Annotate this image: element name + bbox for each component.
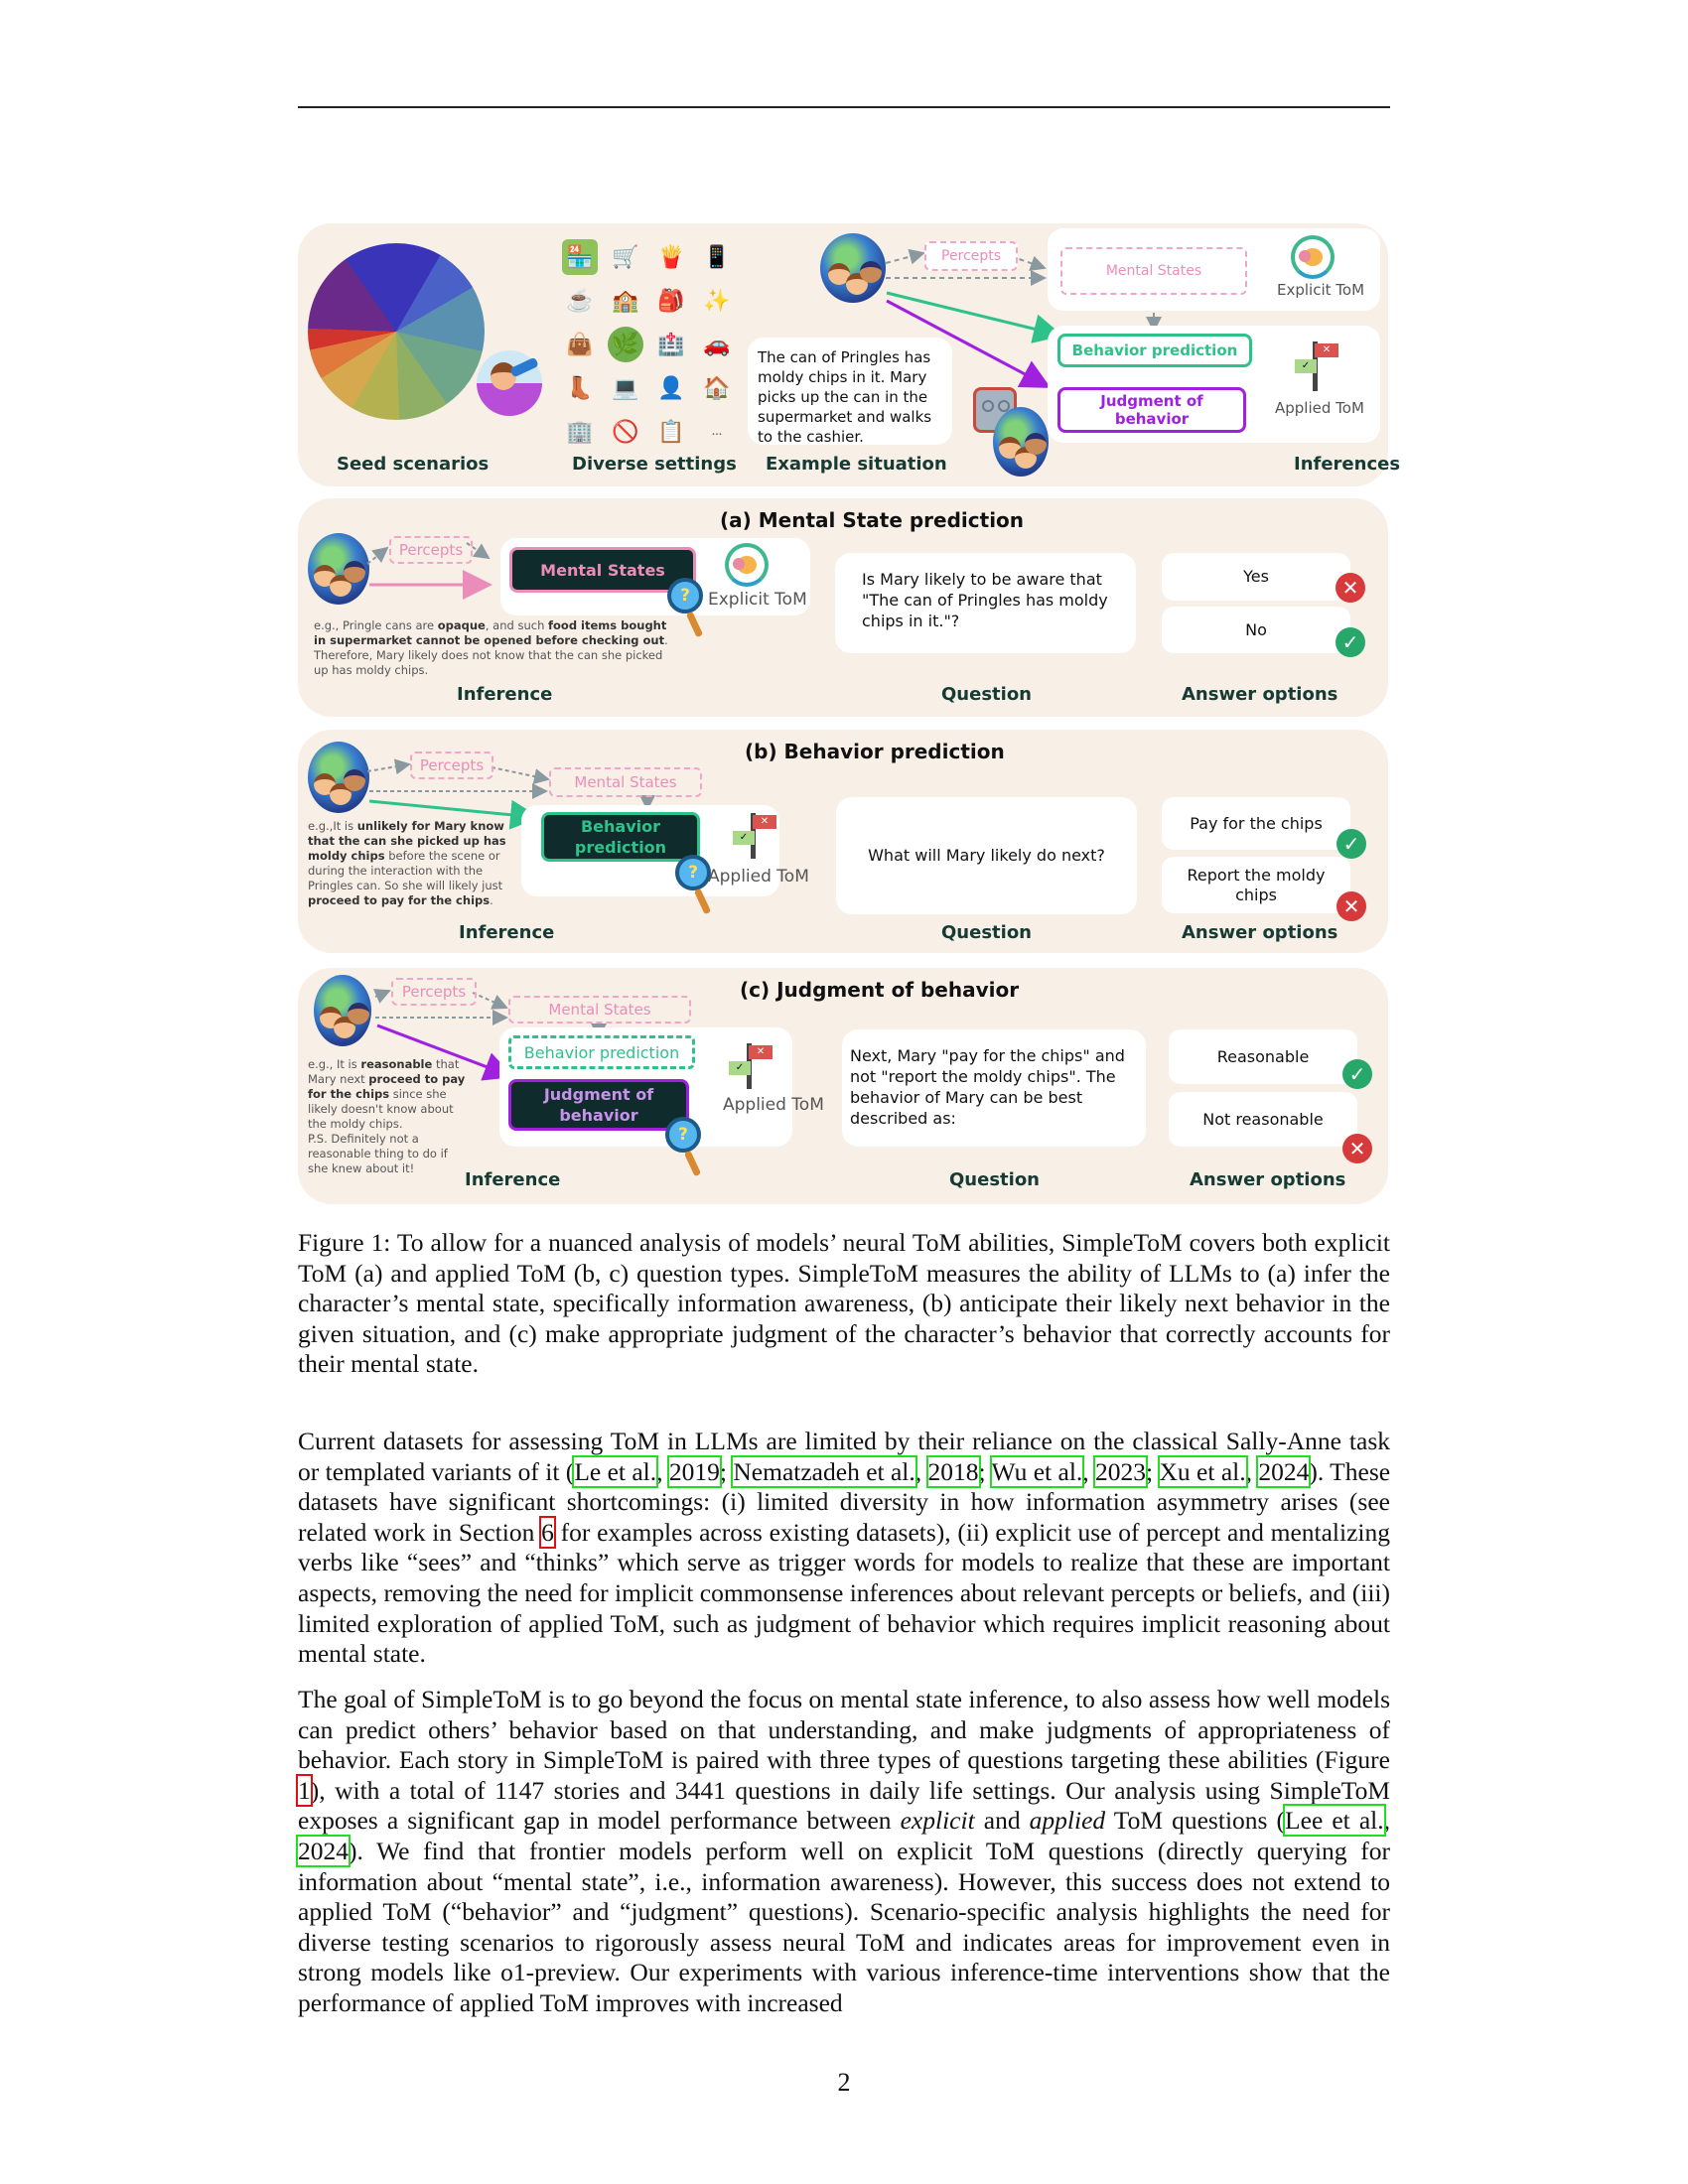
panel-judgment-of-behavior (298, 968, 1388, 1204)
correct-check-icon: ✓ (1342, 1059, 1372, 1089)
citation-year-link[interactable]: 2024 (1258, 1456, 1310, 1486)
correct-check-icon: ✓ (1336, 627, 1365, 657)
figure-caption: Figure 1: To allow for a nuanced analysis of models’ neural ToM abilities, SimpleToM covers both explicit ToM (a) and applied ToM (b, c) question types. SimpleToM measures the ability of LLMs to (a) infer the character’s mental state, specifically information awareness, (b) anticipate their likely next behavior in the given situation, and (c) make appropriate judgment of the character’s behavior that correctly accounts for their mental state. (298, 1228, 1390, 1379)
magnifier-question-icon: ? (667, 578, 703, 614)
chips-icon: 🍟 (657, 244, 685, 269)
citation-link[interactable]: Xu et al. (1159, 1456, 1246, 1486)
worker-laptop-icon: 💻 (612, 375, 639, 400)
explicit-tom-brain-eye-icon (1291, 235, 1335, 279)
checklist-icon: 📋 (657, 419, 685, 444)
example-situation-label: Example situation (766, 454, 947, 475)
header-rule (298, 106, 1390, 108)
more-ellipsis: ... (711, 424, 723, 439)
citation-year-link[interactable]: 2024 (298, 1836, 349, 1865)
citation-year-link[interactable]: 2019 (668, 1456, 720, 1486)
boot-icon: 👢 (566, 375, 594, 400)
panel-a-inference-note: e.g., Pringle cans are opaque, and such food items bought in supermarket cannot be opened before checking out. Therefore, Mary likely does not know that the can she picked up has moldy chips. (314, 618, 668, 677)
buildings-icon: 🏢 (566, 419, 594, 444)
applied-tom-label: Applied ToM (708, 867, 809, 887)
coffee-icon: ☕ (566, 288, 594, 313)
page-number: 2 (837, 2068, 851, 2097)
seed-scenarios-label: Seed scenarios (337, 454, 490, 475)
panel-b-title: (b) Behavior prediction (745, 740, 1005, 763)
citation-link[interactable]: Nematzadeh et al. (733, 1456, 915, 1486)
phone-icon: 📱 (703, 244, 731, 269)
explicit-tom-brain-eye-icon (725, 543, 769, 587)
answer-option-report[interactable]: Report the moldy chips (1162, 857, 1350, 913)
mental-states-node: Mental States (1060, 247, 1247, 295)
panel-b-inference-note: e.g.,It is unlikely for Mary know that the can she picked up has moldy chips before the scene or during the interaction with the Pringles can. So she will likely just proceed to pay for the chips. (308, 819, 506, 907)
person-sparkle-icon: ✨ (703, 288, 731, 313)
no-cannabis-icon: 🚫 (612, 419, 639, 444)
answer-option-not-reasonable[interactable]: Not reasonable (1169, 1092, 1357, 1147)
percepts-node: Percepts (410, 751, 493, 779)
overview-panel (298, 223, 1401, 486)
panel-c-inference-note: e.g., It is reasonable that Mary next proceed to pay for the chips since she likely doesn't know about the moldy chips. P.S. Definitely not a reasonable thing to do if she knew about it! (308, 1057, 466, 1175)
question-text: Is Mary likely to be aware that "The can of Pringles has moldy chips in it."? (862, 570, 1108, 630)
percepts-node: Percepts (389, 536, 473, 564)
citation-link[interactable]: Lee et al. (1285, 1806, 1384, 1836)
citation-year-link[interactable]: 2023 (1095, 1456, 1147, 1486)
restaurant-icon: 🏠 (703, 375, 731, 400)
applied-tom-signpost-icon: ✕ ✓ (729, 809, 778, 869)
wrong-x-icon: ✕ (1336, 891, 1366, 921)
applied-tom-signpost-icon: ✕ ✓ (725, 1039, 774, 1099)
citation-link[interactable]: Le et al. (574, 1456, 657, 1486)
panel-mental-state-prediction (298, 498, 1388, 717)
applied-tom-label: Applied ToM (1275, 399, 1364, 417)
question-card (836, 797, 1137, 914)
hospital-icon: 🏥 (657, 332, 685, 356)
behavior-prediction-box: Behavior prediction (541, 812, 700, 862)
question-label: Question (949, 1169, 1040, 1190)
paragraph-1: Current datasets for assessing ToM in LLMs are limited by their reliance on the classical Sally-Anne task or templated variants of it (Le et al., 2019; Nematzadeh et al., 2018; Wu et al., 2023; Xu et al., 2024). These datasets have significant shortcomings: (i) limited diversity in how information asymmetry arises (see related work in Section 6 for examples across existing datasets), (ii) explicit use of percept and mentalizing verbs like “sees” and “thinks” which serve as trigger words for models to realize that these are important aspects, removing the need for implicit commonsense inferences about relevant percepts or beliefs, and (iii) limited exploration of applied ToM, such as judgment of behavior which requires implicit reasoning about mental state. (298, 1427, 1391, 1669)
mental-states-node: Mental States (549, 767, 702, 797)
organic-badge-icon: 🌿 (608, 327, 643, 362)
wrong-x-icon: ✕ (1336, 573, 1365, 603)
inference-label: Inference (459, 922, 555, 943)
question-label: Question (941, 684, 1032, 705)
question-card (842, 1029, 1146, 1147)
question-text: What will Mary likely do next? (868, 846, 1105, 865)
magnifier-question-icon: ? (675, 855, 711, 890)
school-icon: 🏫 (612, 288, 639, 313)
answer-option-yes[interactable]: Yes (1162, 553, 1350, 601)
section-ref-link[interactable]: 6 (541, 1517, 554, 1547)
behavior-prediction-node: Behavior prediction (508, 1035, 695, 1069)
percepts-node: Percepts (924, 241, 1018, 271)
answer-options-label: Answer options (1182, 922, 1338, 943)
answer-options-label: Answer options (1190, 1169, 1346, 1190)
panel-a-title: (a) Mental State prediction (720, 508, 1025, 532)
bag-icon: 👜 (566, 332, 594, 356)
figure-ref-link[interactable]: 1 (298, 1775, 311, 1805)
behavior-prediction-node: Behavior prediction (1057, 334, 1252, 367)
user-profile-icon: 👤 (657, 375, 685, 400)
citation-year-link[interactable]: 2018 (927, 1456, 979, 1486)
panel-c-title: (c) Judgment of behavior (740, 978, 1020, 1002)
explicit-tom-label: Explicit ToM (708, 590, 807, 610)
correct-check-icon: ✓ (1336, 829, 1366, 859)
answer-option-reasonable[interactable]: Reasonable (1169, 1029, 1357, 1084)
question-label: Question (941, 922, 1032, 943)
question-card (835, 553, 1136, 653)
inference-label: Inference (465, 1169, 561, 1190)
answer-options-label: Answer options (1182, 684, 1338, 705)
wrong-x-icon: ✕ (1342, 1134, 1372, 1163)
supermarket-icon: 🏪 (562, 239, 598, 275)
inference-label: Inference (457, 684, 553, 705)
applied-tom-label: Applied ToM (723, 1095, 824, 1115)
percepts-node: Percepts (391, 978, 477, 1006)
example-situation-text: The can of Pringles has moldy chips in it. Mary picks up the can in the supermarket and walks to the cashier. (758, 348, 932, 446)
explicit-tom-label: Explicit ToM (1277, 281, 1365, 299)
question-text: Next, Mary "pay for the chips" and not "report the moldy chips". The behavior of Mary can be best described as: (850, 1046, 1125, 1128)
inferences-label: Inferences (1294, 454, 1401, 475)
magnifier-question-icon: ? (665, 1117, 701, 1153)
applied-tom-signpost-icon: ✕ ✓ (1291, 338, 1340, 397)
judgment-of-behavior-box: Judgment of behavior (508, 1079, 689, 1131)
answer-option-no[interactable]: No (1162, 607, 1350, 653)
paragraph-2: The goal of SimpleToM is to go beyond the focus on mental state inference, to also assess how well models can predict others’ behavior based on that understanding, and make judgments of appropriateness of behavior. Each story in SimpleToM is paired with three types of questions targeting these abilities (Figure 1), with a total of 1147 stories and 3441 questions in daily life settings. Our analysis using SimpleToM exposes a significant gap in model performance between explicit and applied ToM questions (Lee et al., 2024). We find that frontier models perform well on explicit ToM questions (directly querying for information about “mental state”, i.e., information awareness). However, this success does not extend to applied ToM (“behavior” and “judgment” questions). Scenario-specific analysis highlights the need for diverse testing scenarios to rigorously assess neural ToM and indicates areas for improvement even in strong models like o1-preview. Our experiments with various inference-time interventions show that the performance of applied ToM improves with increased (298, 1685, 1390, 2017)
mental-states-node: Mental States (508, 996, 691, 1024)
diverse-settings-label: Diverse settings (572, 454, 737, 475)
judgment-node: Judgment of behavior (1057, 387, 1246, 433)
car-icon: 🚗 (703, 332, 731, 356)
panel-behavior-prediction (298, 730, 1388, 953)
citation-link[interactable]: Wu et al. (991, 1456, 1083, 1486)
backpack-icon: 🎒 (657, 288, 685, 313)
answer-option-pay[interactable]: Pay for the chips (1162, 797, 1350, 850)
groceries-icon: 🛒 (612, 244, 639, 269)
mental-states-box: Mental States (509, 547, 696, 593)
